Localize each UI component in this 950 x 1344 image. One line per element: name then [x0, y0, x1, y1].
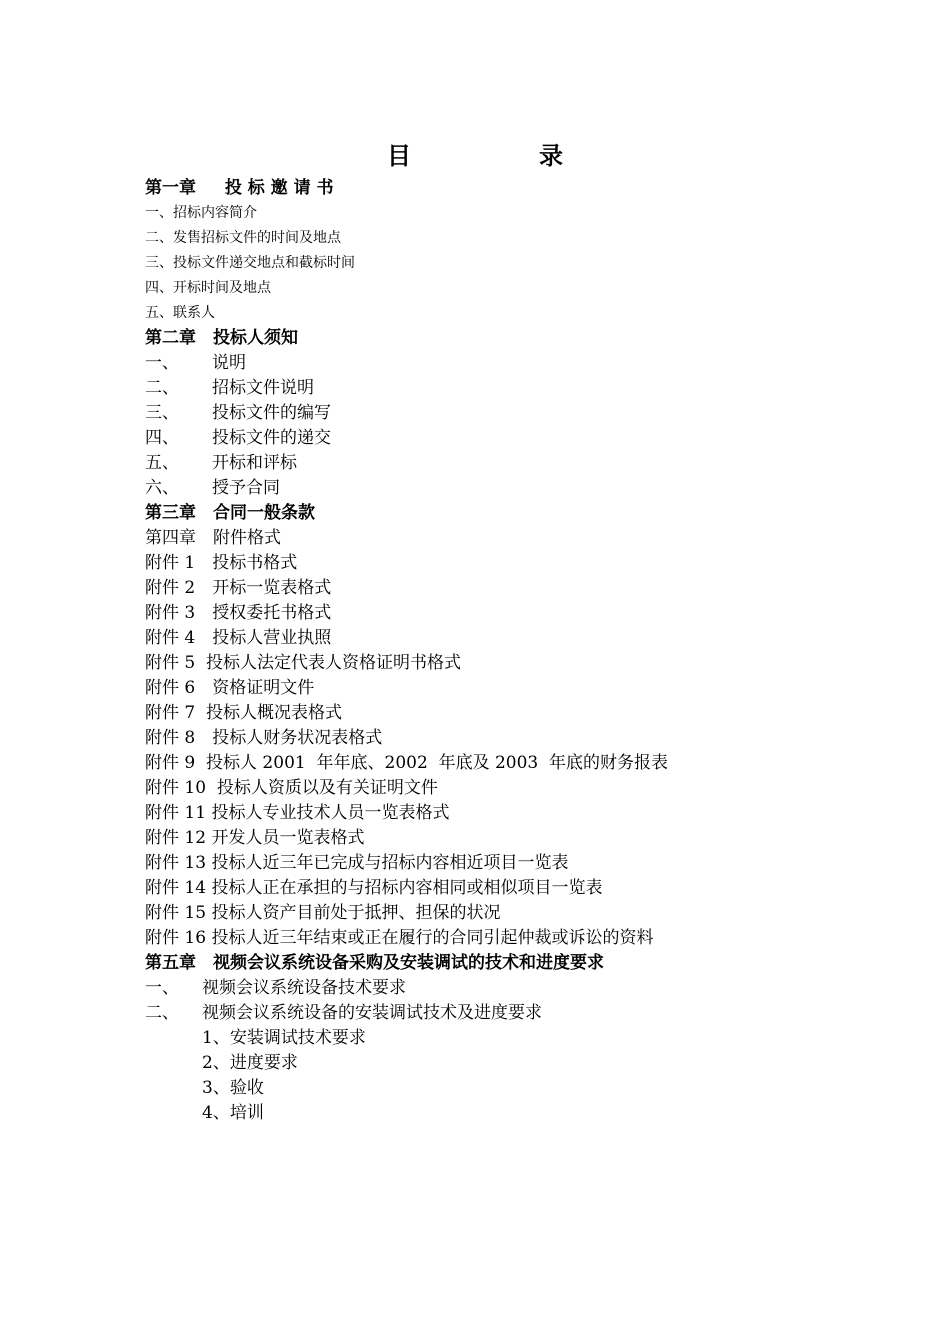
ch2-item-text: 招标文件说明	[212, 378, 314, 398]
ch1-item: 四、开标时间及地点	[145, 280, 271, 296]
ch5-item-text: 视频会议系统设备技术要求	[202, 978, 406, 998]
appendix-item: 附件 9 投标人 2001 年年底、2002 年底及 2003 年底的财务报表	[145, 753, 669, 773]
ch2-item	[145, 476, 865, 501]
ch5-item-num: 二、	[145, 1003, 179, 1023]
chapter-5-heading: 第五章 视频会议系统设备采购及安装调试的技术和进度要求	[145, 953, 604, 973]
ch5-item	[145, 1001, 865, 1026]
page-title	[0, 136, 950, 171]
appendix-item: 附件 7 投标人概况表格式	[145, 703, 343, 723]
ch5-subitem: 3、验收	[202, 1078, 264, 1098]
title-char-2: 录	[539, 142, 563, 170]
ch5-item-num: 一、	[145, 978, 179, 998]
ch2-item-text: 投标文件的递交	[212, 428, 331, 448]
ch2-item-num: 一、	[145, 353, 179, 373]
appendix-item: 附件 10 投标人资质以及有关证明文件	[145, 778, 438, 798]
ch2-item-num: 五、	[145, 453, 179, 473]
appendix-item: 附件 6 资格证明文件	[145, 678, 315, 698]
ch5-subitem: 2、进度要求	[202, 1053, 298, 1073]
ch2-item-text: 开标和评标	[212, 453, 297, 473]
ch2-item-num: 四、	[145, 428, 179, 448]
ch2-item-text: 说明	[212, 353, 246, 373]
appendix-item: 附件 16 投标人近三年结束或正在履行的合同引起仲裁或诉讼的资料	[145, 928, 654, 948]
ch2-item-num: 六、	[145, 478, 179, 498]
appendix-item: 附件 3 授权委托书格式	[145, 603, 332, 623]
appendix-item: 附件 13 投标人近三年已完成与招标内容相近项目一览表	[145, 853, 569, 873]
appendix-item: 附件 4 投标人营业执照	[145, 628, 332, 648]
ch5-subitem: 1、安装调试技术要求	[202, 1028, 366, 1048]
ch1-item: 二、发售招标文件的时间及地点	[145, 230, 341, 246]
appendix-item: 附件 8 投标人财务状况表格式	[145, 728, 383, 748]
ch1-item: 一、招标内容简介	[145, 205, 257, 221]
chapter-4-heading: 第四章 附件格式	[145, 528, 281, 548]
ch2-item	[145, 426, 865, 451]
ch5-subitem: 4、培训	[202, 1103, 264, 1123]
ch2-item-num: 二、	[145, 378, 179, 398]
chapter-2-heading: 第二章 投标人须知	[145, 328, 298, 348]
appendix-item: 附件 14 投标人正在承担的与招标内容相同或相似项目一览表	[145, 878, 603, 898]
title-char-1: 目	[387, 142, 411, 170]
appendix-item: 附件 12 开发人员一览表格式	[145, 828, 365, 848]
ch2-item	[145, 401, 865, 426]
ch1-item: 五、联系人	[145, 305, 215, 321]
ch2-item-num: 三、	[145, 403, 179, 423]
ch2-item	[145, 376, 865, 401]
appendix-item: 附件 15 投标人资产目前处于抵押、担保的状况	[145, 903, 501, 923]
ch5-item-text: 视频会议系统设备的安装调试技术及进度要求	[202, 1003, 542, 1023]
ch2-item	[145, 451, 865, 476]
appendix-item: 附件 11 投标人专业技术人员一览表格式	[145, 803, 450, 823]
chapter-3-heading: 第三章 合同一般条款	[145, 503, 315, 523]
appendix-item: 附件 1 投标书格式	[145, 553, 298, 573]
ch1-item: 三、投标文件递交地点和截标时间	[145, 255, 355, 271]
ch2-item	[145, 351, 865, 376]
appendix-item: 附件 5 投标人法定代表人资格证明书格式	[145, 653, 462, 673]
table-of-contents	[145, 176, 865, 1126]
ch2-item-text: 授予合同	[212, 478, 280, 498]
ch2-item-text: 投标文件的编写	[212, 403, 331, 423]
appendix-item: 附件 2 开标一览表格式	[145, 578, 332, 598]
chapter-1-heading: 第一章 投 标 邀 请 书	[145, 178, 334, 198]
ch5-item	[145, 976, 865, 1001]
